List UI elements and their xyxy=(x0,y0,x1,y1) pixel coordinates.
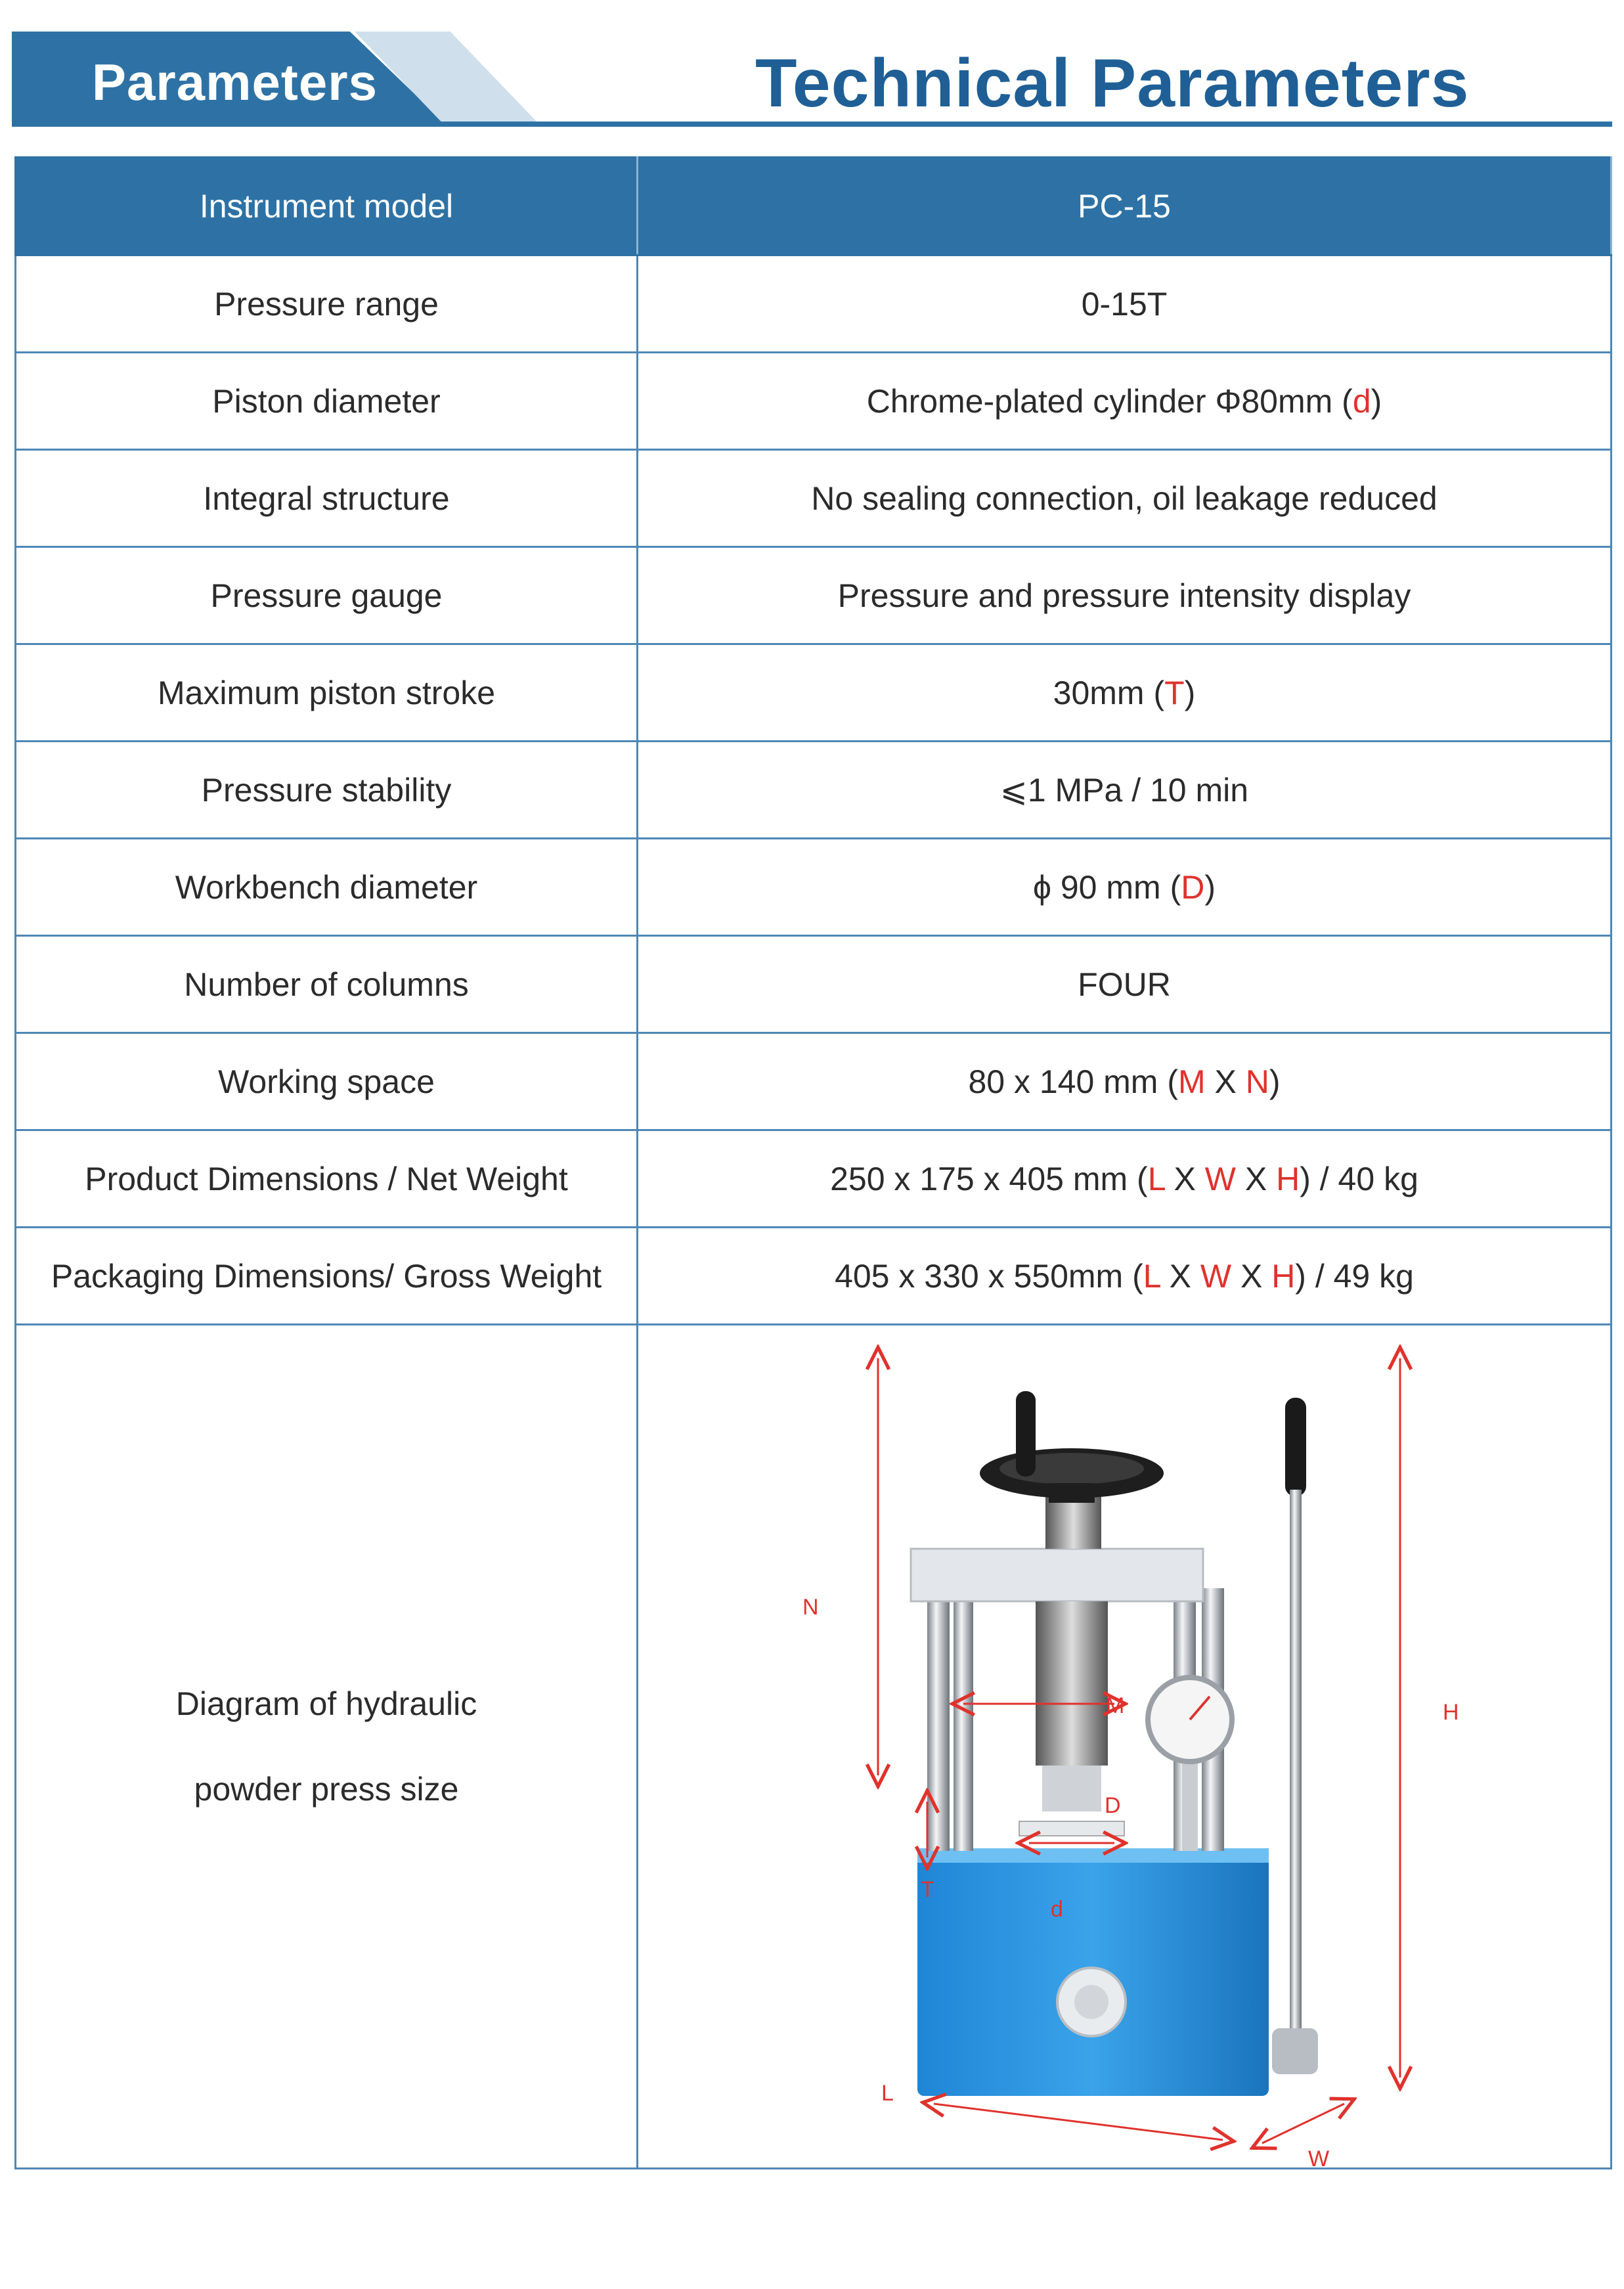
piston xyxy=(1042,1766,1101,1811)
parameter-name: Pressure gauge xyxy=(16,547,638,644)
table-row xyxy=(16,547,1612,644)
parameter-value: FOUR xyxy=(638,936,1612,1033)
parameters-table xyxy=(14,156,1612,2169)
pump-lever xyxy=(1290,1490,1302,2041)
parameter-value: 80 x 140 mm (M X N) xyxy=(638,1033,1612,1130)
dimension-label-t: T xyxy=(921,1877,934,1902)
press-machine xyxy=(911,1391,1318,2096)
parameter-name: Packaging Dimensions/ Gross Weight xyxy=(16,1228,638,1325)
diagram-row xyxy=(16,1325,1612,2169)
parameter-name: Pressure range xyxy=(16,256,638,353)
page-header xyxy=(0,0,1624,131)
parameter-value: 250 x 175 x 405 mm (L X W X H) / 40 kg xyxy=(638,1130,1612,1228)
header-divider xyxy=(12,122,1612,127)
parameter-name: Product Dimensions / Net Weight xyxy=(16,1130,638,1228)
table-row xyxy=(16,839,1612,936)
parameter-value: ϕ 90 mm (D) xyxy=(638,839,1612,936)
dimension-symbol: L xyxy=(1147,1160,1165,1197)
table-row xyxy=(16,450,1612,547)
table-row xyxy=(16,353,1612,450)
hand-wheel-hub xyxy=(1049,1483,1095,1503)
lead-screw-lower xyxy=(1036,1601,1108,1766)
parameter-value: 0-15T xyxy=(638,256,1612,353)
pump-lever-grip xyxy=(1285,1398,1306,1496)
dimension-symbol: M xyxy=(1178,1063,1206,1100)
diagram-label-line-2: powder press size xyxy=(194,1771,459,1808)
parameter-value: 30mm (T) xyxy=(638,644,1612,742)
release-knob-center xyxy=(1074,1985,1108,2019)
column-1 xyxy=(927,1588,950,1851)
parameter-name: Number of columns xyxy=(16,936,638,1033)
dimension-symbol: H xyxy=(1271,1257,1296,1295)
dimension-symbol: d xyxy=(1352,382,1371,420)
dimension-label-d-lower: d xyxy=(1051,1897,1063,1922)
parameter-name: Integral structure xyxy=(16,450,638,547)
parameter-value: Pressure and pressure intensity display xyxy=(638,547,1612,644)
table-row xyxy=(16,644,1612,742)
dimension-label-m: M xyxy=(1106,1693,1125,1718)
column-2 xyxy=(954,1588,973,1851)
dimension-label-n: N xyxy=(802,1595,819,1620)
parameter-value: No sealing connection, oil leakage reduced xyxy=(638,450,1612,547)
lever-pivot xyxy=(1272,2028,1318,2074)
parameter-name: Working space xyxy=(16,1033,638,1130)
dimension-symbol: H xyxy=(1276,1160,1300,1197)
table-row xyxy=(16,936,1612,1033)
parameter-value: Chrome-plated cylinder Φ80mm (d) xyxy=(638,353,1612,450)
dimension-label-h: H xyxy=(1443,1700,1459,1725)
table-row xyxy=(16,742,1612,839)
table-body xyxy=(16,256,1612,2169)
table-row xyxy=(16,1228,1612,1325)
table-row xyxy=(16,256,1612,353)
parameter-value: ⩽1 MPa / 10 min xyxy=(638,742,1612,839)
dimension-symbol: W xyxy=(1204,1160,1236,1197)
table-row xyxy=(16,1130,1612,1228)
dimension-label-d-upper: D xyxy=(1105,1793,1121,1818)
dimension-symbol: T xyxy=(1164,674,1185,711)
dimension-symbol: N xyxy=(1245,1063,1269,1100)
hand-wheel-grip xyxy=(1016,1391,1036,1477)
page-title: Technical Parameters xyxy=(755,45,1470,122)
parameter-name: Workbench diameter xyxy=(16,839,638,936)
top-frame xyxy=(911,1549,1203,1601)
dimension-w-line xyxy=(1262,2104,1344,2143)
dimension-symbol: W xyxy=(1200,1257,1232,1295)
table-header-row xyxy=(16,158,1612,256)
dimension-label-w: W xyxy=(1308,2146,1330,2167)
header-cell-label: Instrument model xyxy=(16,158,638,256)
dimension-label-l: L xyxy=(881,2081,894,2106)
workbench xyxy=(1019,1821,1124,1836)
press-diagram xyxy=(651,1325,1612,2167)
diagram-label-line-1: Diagram of hydraulic xyxy=(175,1685,477,1722)
parameter-name: Piston diameter xyxy=(16,353,638,450)
parameter-name: Pressure stability xyxy=(16,742,638,839)
header-tab-label: Parameters xyxy=(92,53,378,111)
parameter-value: 405 x 330 x 550mm (L X W X H) / 49 kg xyxy=(638,1228,1612,1325)
dimension-l-line xyxy=(934,2104,1223,2140)
dimension-symbol: D xyxy=(1181,868,1205,906)
table-row xyxy=(16,1033,1612,1130)
diagram-label-cell xyxy=(16,1325,638,2169)
dimension-symbol: L xyxy=(1143,1257,1160,1295)
parameter-name: Maximum piston stroke xyxy=(16,644,638,742)
diagram-cell xyxy=(638,1325,1612,2169)
header-cell-model: PC-15 xyxy=(638,158,1612,256)
